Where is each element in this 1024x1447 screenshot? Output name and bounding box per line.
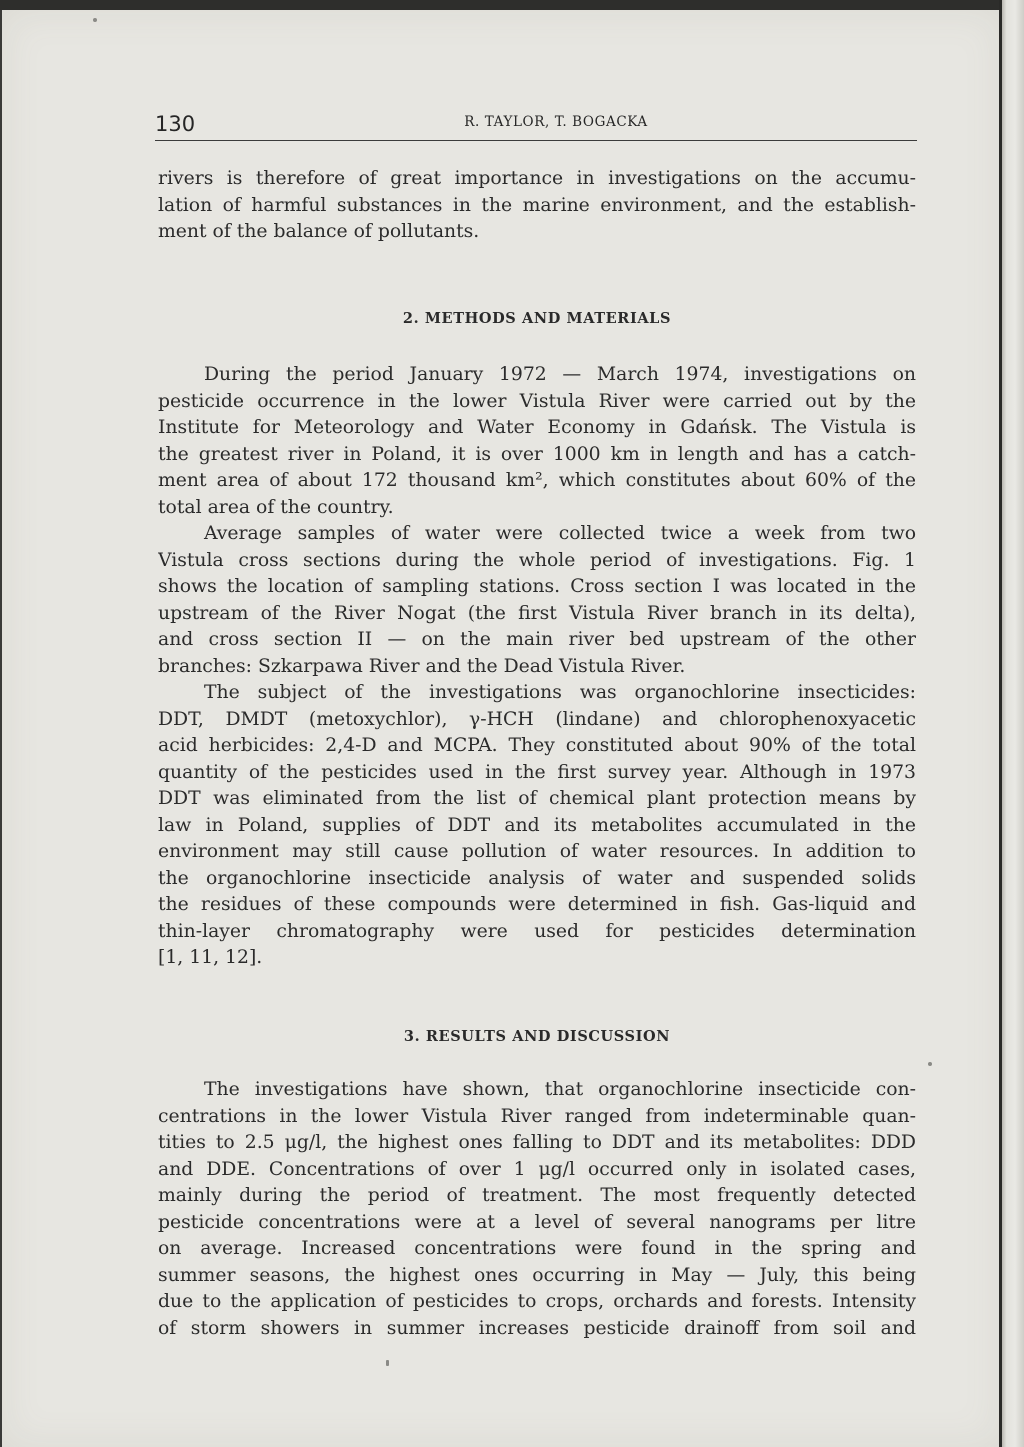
text-line: The investigations have shown, that organochlorine insecticide con- <box>204 1079 916 1100</box>
text-line: law in Poland, supplies of DDT and its metabolites accumulated in the <box>158 814 916 836</box>
text-line: environment may still cause pollution of water resources. In addition to <box>158 841 916 862</box>
text-line: and DDE. Concentrations of over 1 μg/l occurred only in isolated cases, <box>158 1158 916 1180</box>
text-line: total area of the country. <box>158 496 394 518</box>
methods-paragraph-3 <box>158 680 916 972</box>
running-header <box>155 108 917 141</box>
text-line: pesticide concentrations were at a level of several nanograms per litre <box>158 1211 916 1233</box>
text-line: shows the location of sampling stations. Cross section I was located in the <box>158 576 916 597</box>
section-heading-results: 3. RESULTS AND DISCUSSION <box>403 1028 671 1045</box>
scan-speck <box>386 1360 389 1366</box>
page-number: 130 <box>155 112 196 136</box>
text-line: thin-layer chromatography were used for pesticides determination <box>158 920 916 942</box>
text-line: the greatest river in Poland, it is over 1000 km in length and has a catch- <box>158 443 916 465</box>
methods-paragraph-1 <box>158 362 916 521</box>
text-line: ment of the balance of pollutants. <box>158 221 480 242</box>
intro-paragraph <box>158 166 916 246</box>
text-line: DDT was eliminated from the list of chemical plant protection means by <box>158 788 916 809</box>
text-line: centrations in the lower Vistula River ranged from indeterminable quan- <box>158 1105 916 1127</box>
text-line: of storm showers in summer increases pesticide drainoff from soil and <box>158 1317 916 1339</box>
text-line: The subject of the investigations was organochlorine insecticides: <box>204 682 916 703</box>
running-head-authors: R. TAYLOR, T. BOGACKA <box>464 114 648 130</box>
text-line: quantity of the pesticides used in the first survey year. Although in 1973 <box>158 761 916 783</box>
text-line: acid herbicides: 2,4-D and MCPA. They constituted about 90% of the total <box>158 735 916 756</box>
text-line: the organochlorine insecticide analysis of water and suspended solids <box>158 867 916 889</box>
section-heading-methods: 2. METHODS AND MATERIALS <box>402 310 672 327</box>
text-line: tities to 2.5 μg/l, the highest ones falling to DDT and its metabolites: DDD <box>158 1132 916 1153</box>
scan-speck <box>928 1062 932 1066</box>
text-line: rivers is therefore of great importance in investigations on the accumu- <box>158 168 916 189</box>
text-line: branches: Szkarpawa River and the Dead Vistula River. <box>158 655 686 677</box>
text-line: pesticide occurrence in the lower Vistula River were carried out by the <box>158 390 916 412</box>
text-line: mainly during the period of treatment. The most frequently detected <box>158 1185 916 1206</box>
methods-paragraph-2 <box>158 521 916 680</box>
text-line: Vistula cross sections during the whole period of investigations. Fig. 1 <box>158 549 916 571</box>
text-line: lation of harmful substances in the marine environment, and the establish- <box>158 194 916 216</box>
results-paragraph-1 <box>158 1077 916 1342</box>
text-line: upstream of the River Nogat (the first Vistula River branch in its delta), <box>158 602 916 624</box>
text-line: [1, 11, 12]. <box>158 947 263 968</box>
text-line: During the period January 1972 — March 1974, investigations on <box>204 364 916 385</box>
text-line: on average. Increased concentrations were found in the spring and <box>158 1238 916 1259</box>
text-line: and cross section II — on the main river bed upstream of the other <box>158 629 916 650</box>
text-line: summer seasons, the highest ones occurring in May — July, this being <box>158 1264 916 1286</box>
text-line: Average samples of water were collected twice a week from two <box>204 523 916 544</box>
scan-speck <box>93 18 97 22</box>
text-line: Institute for Meteorology and Water Economy in Gdańsk. The Vistula is <box>158 417 916 438</box>
text-line: DDT, DMDT (metoxychlor), γ-HCH (lindane) and chlorophenoxyacetic <box>158 708 916 730</box>
text-line: due to the application of pesticides to crops, orchards and forests. Intensity <box>158 1291 916 1312</box>
facing-page-edge <box>1002 0 1024 1447</box>
text-line: ment area of about 172 thousand km², which constitutes about 60% of the <box>158 470 916 491</box>
scan-top-border <box>0 0 1024 10</box>
text-line: the residues of these compounds were determined in fish. Gas-liquid and <box>158 894 916 915</box>
